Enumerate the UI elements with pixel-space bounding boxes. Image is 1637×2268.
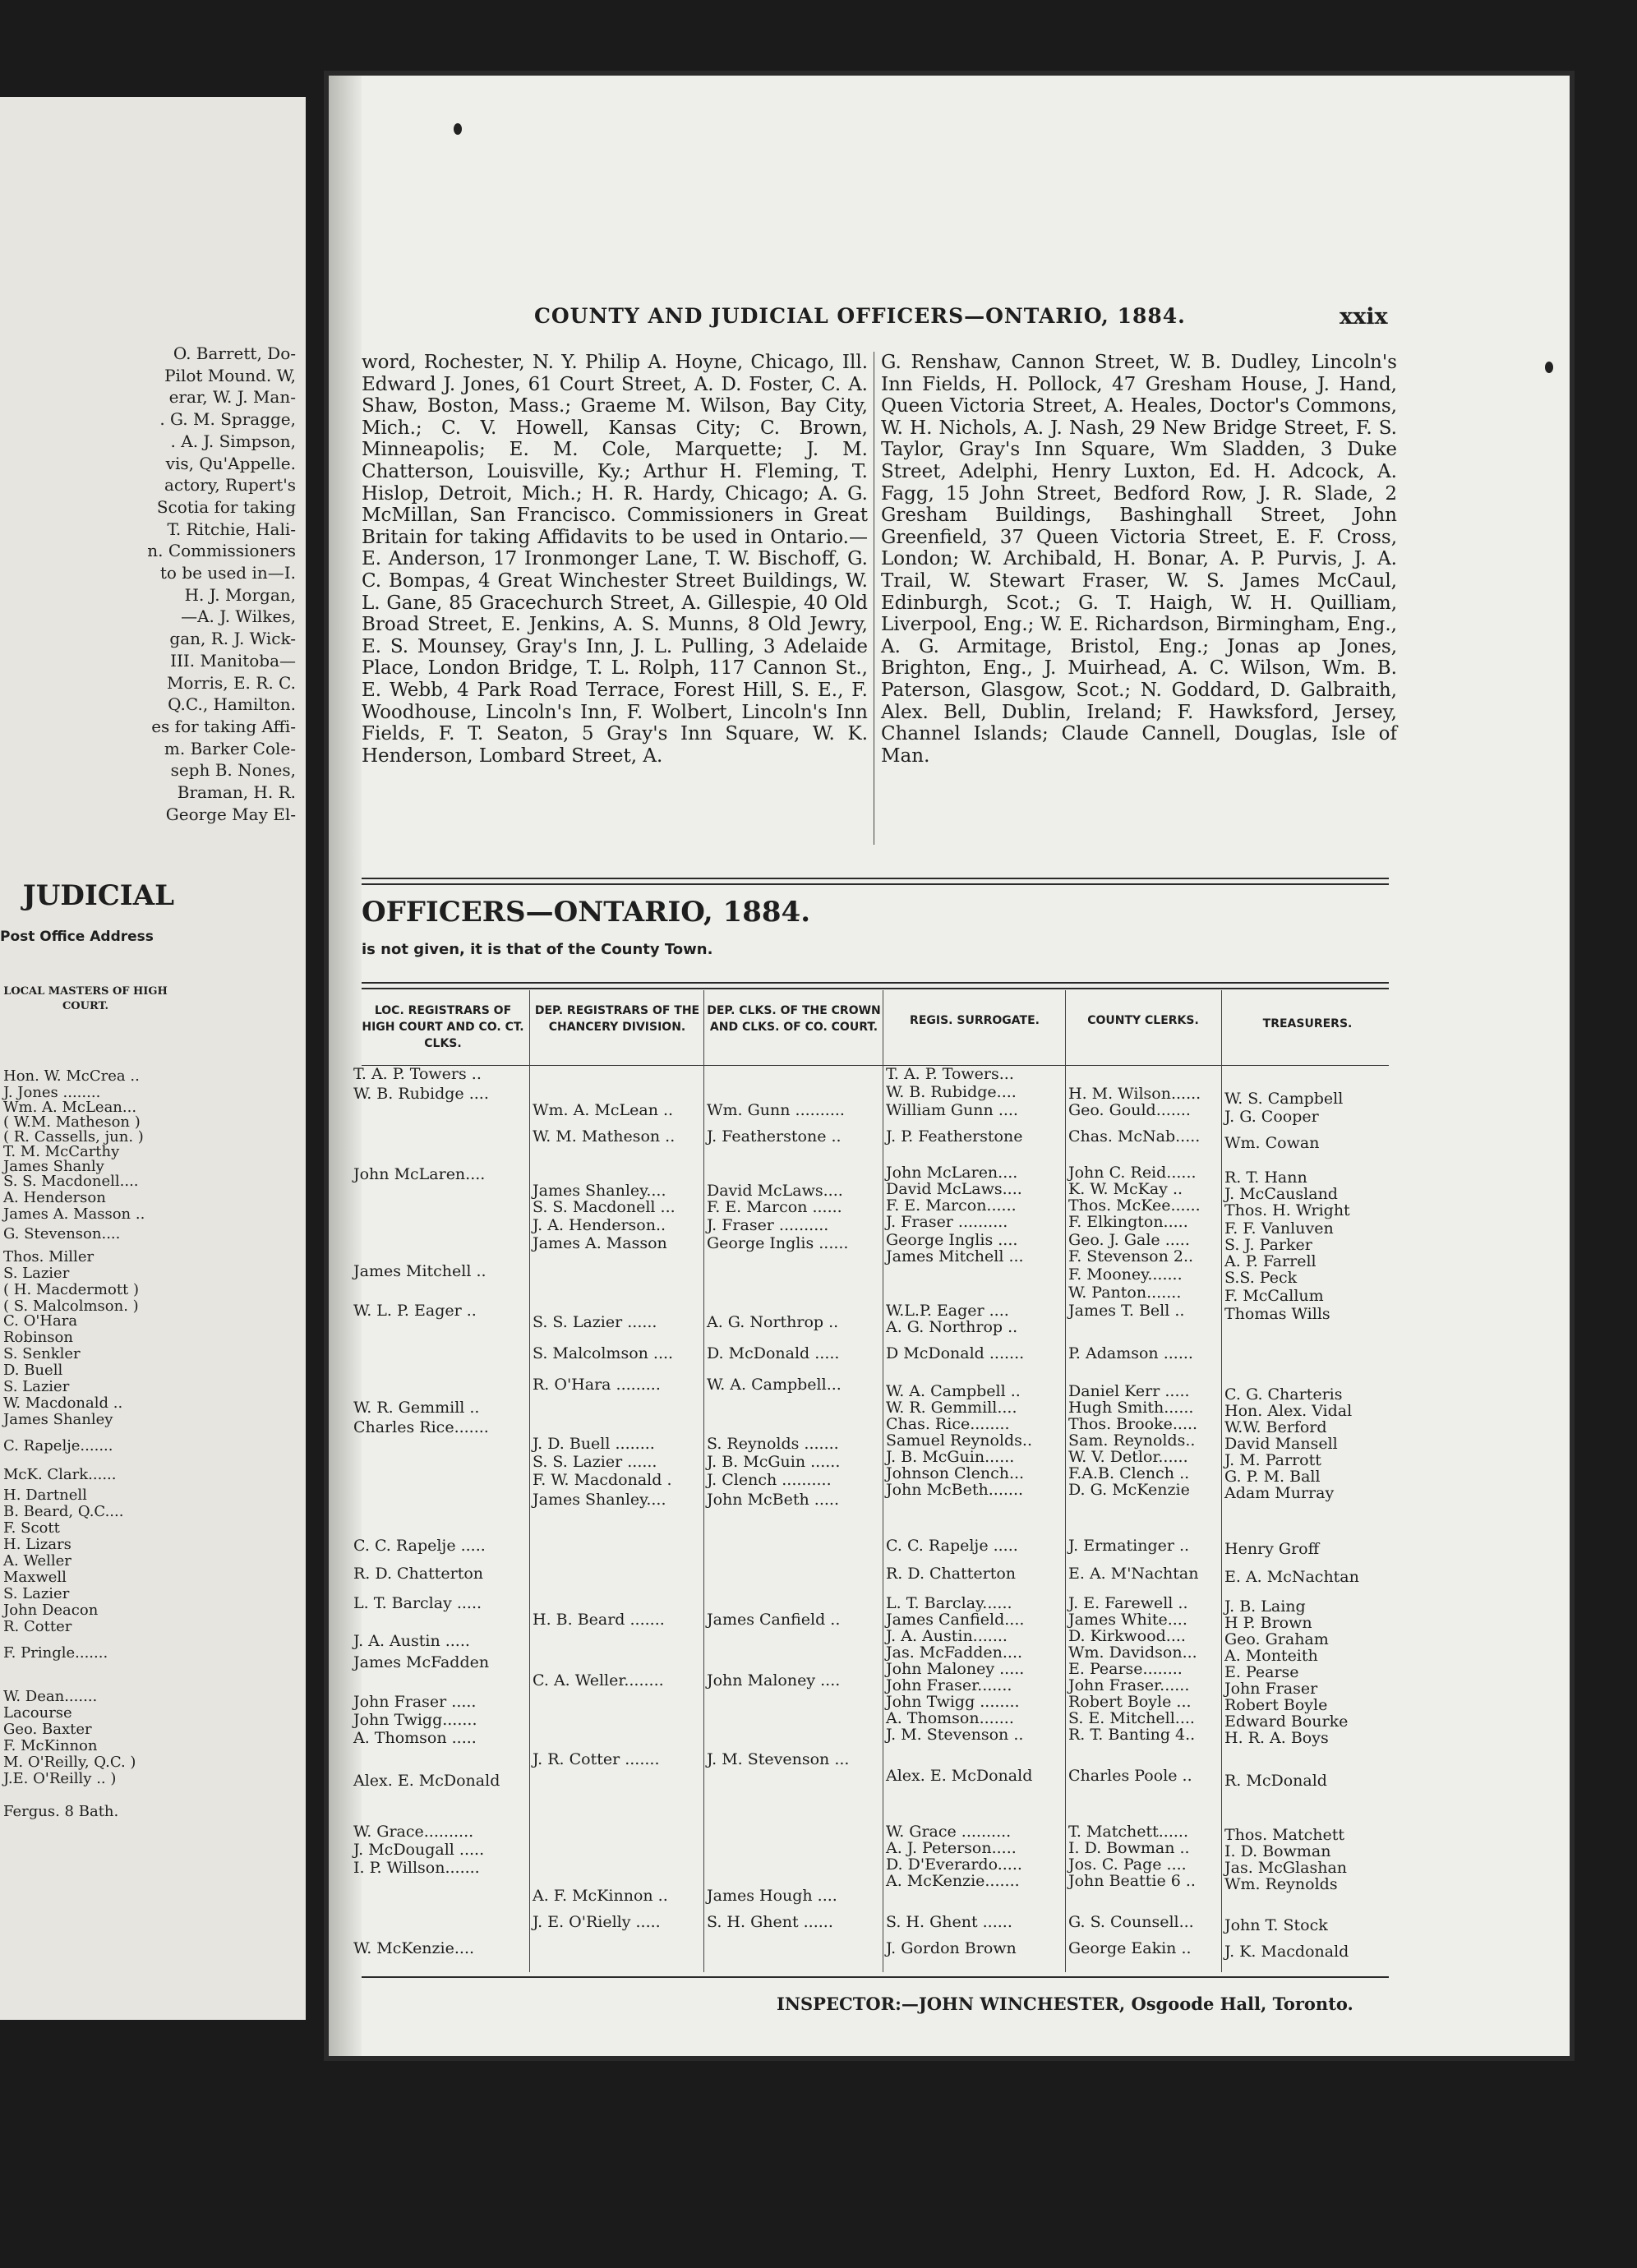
- table-cell: T. A. P. Towers...: [886, 1065, 1014, 1083]
- left-page-line: T. Ritchie, Hali-: [167, 519, 296, 539]
- column-divider: [529, 990, 530, 1972]
- ink-dot: [1545, 362, 1553, 373]
- table-cell: W. B. Rubidge ....: [353, 1085, 489, 1103]
- table-cell: J. McDougall .....: [353, 1841, 485, 1859]
- table-cell: J. B. McGuin......: [886, 1448, 1015, 1466]
- table-cell: James Shanley....: [533, 1182, 666, 1200]
- left-page-name: James A. Masson ..: [3, 1205, 145, 1223]
- table-cell: Charles Rice.......: [353, 1418, 489, 1436]
- table-cell: Geo. Graham: [1224, 1630, 1329, 1648]
- left-page-line: m. Barker Cole-: [164, 738, 296, 758]
- table-cell: J. A. Austin.......: [886, 1627, 1008, 1645]
- table-cell: D. G. McKenzie: [1068, 1481, 1190, 1499]
- table-cell: L. T. Barclay......: [886, 1594, 1012, 1612]
- table-cell: S. S. Lazier ......: [533, 1453, 657, 1471]
- table-cell: John Twigg.......: [353, 1711, 477, 1729]
- left-page-name: Geo. Baxter: [3, 1721, 92, 1738]
- table-cell: John Maloney ....: [707, 1671, 841, 1689]
- left-page-name: ( S. Malcolmson. ): [3, 1298, 139, 1315]
- left-page-name: ( R. Cassells, jun. ): [3, 1128, 144, 1146]
- table-cell: S.S. Peck: [1224, 1269, 1298, 1287]
- table-cell: James Shanley....: [533, 1491, 666, 1509]
- table-cell: Wm. Cowan: [1224, 1134, 1320, 1152]
- table-cell: A. Thomson.......: [886, 1709, 1014, 1727]
- table-cell: S. H. Ghent ......: [886, 1913, 1012, 1931]
- table-cell: J. McCausland: [1224, 1185, 1338, 1203]
- table-cell: H. B. Beard .......: [533, 1611, 665, 1629]
- table-cell: John C. Reid......: [1068, 1164, 1197, 1182]
- section-subtitle: is not given, it is that of the County Town.: [362, 941, 713, 958]
- table-cell: P. Adamson ......: [1068, 1344, 1193, 1362]
- left-page-name: ( H. Macdermott ): [3, 1281, 140, 1298]
- table-cell: W. A. Campbell ..: [886, 1382, 1021, 1400]
- table-cell: J. R. Cotter .......: [533, 1750, 660, 1768]
- table-cell: James Canfield ..: [707, 1611, 841, 1629]
- left-page-name: McK. Clark......: [3, 1466, 117, 1483]
- table-cell: W.L.P. Eager ....: [886, 1302, 1009, 1320]
- table-cell: John Fraser.......: [886, 1676, 1012, 1694]
- table-cell: W. Panton.......: [1068, 1284, 1182, 1302]
- table-cell: Robert Boyle ...: [1068, 1693, 1192, 1711]
- table-cell: Robert Boyle: [1224, 1696, 1328, 1714]
- table-cell: John McLaren....: [886, 1164, 1018, 1182]
- left-page-line: Braman, H. R.: [177, 782, 296, 802]
- table-cell: T. Matchett......: [1068, 1823, 1189, 1841]
- table-header: TREASURERS.: [1262, 1017, 1353, 1030]
- table-cell: J. K. Macdonald: [1224, 1943, 1349, 1961]
- table-cell: J. Fraser ..........: [707, 1216, 829, 1234]
- table-cell: W. S. Campbell: [1224, 1090, 1344, 1108]
- left-page-name: James Shanly: [3, 1158, 104, 1175]
- rule: [362, 988, 1389, 989]
- inspector-label: INSPECTOR: [777, 1994, 896, 2014]
- table-cell: D. D'Everardo.....: [886, 1855, 1022, 1874]
- table-cell: Daniel Kerr .....: [1068, 1382, 1190, 1400]
- table-cell: George Eakin ..: [1068, 1939, 1192, 1957]
- table-cell: G. S. Counsell...: [1068, 1913, 1194, 1931]
- table-cell: Chas. Rice........: [886, 1415, 1010, 1433]
- table-cell: J. Gordon Brown: [886, 1939, 1017, 1957]
- inspector-text: :—JOHN WINCHESTER, Osgoode Hall, Toronto.: [895, 1994, 1353, 2014]
- left-page-name: R. Cotter: [3, 1618, 72, 1635]
- table-cell: Hon. Alex. Vidal: [1224, 1402, 1353, 1420]
- left-page-name: F. Pringle.......: [3, 1644, 108, 1662]
- table-cell: S. S. Lazier ......: [533, 1313, 657, 1331]
- left-page-name: Thos. Miller: [3, 1248, 95, 1265]
- table-cell: J. A. Austin .....: [353, 1632, 470, 1650]
- table-cell: W. McKenzie....: [353, 1939, 475, 1957]
- table-cell: F.A.B. Clench ..: [1068, 1464, 1190, 1482]
- left-page-line: Pilot Mound. W,: [164, 365, 296, 385]
- table-header: REGIS. SURROGATE.: [910, 1014, 1040, 1027]
- left-page-name: Maxwell: [3, 1569, 67, 1586]
- left-page-name: H. Lizars: [3, 1536, 71, 1553]
- table-cell: A. F. McKinnon ..: [533, 1887, 668, 1905]
- table-cell: A. J. Peterson.....: [886, 1839, 1017, 1857]
- left-page-line: —A. J. Wilkes,: [181, 606, 296, 627]
- page-number: xxix: [1340, 304, 1388, 330]
- table-cell: Edward Bourke: [1224, 1713, 1349, 1731]
- left-page-line: H. J. Morgan,: [184, 584, 296, 605]
- column-divider: [1221, 990, 1222, 1972]
- table-cell: Thos. McKee......: [1068, 1196, 1201, 1215]
- table-cell: C. C. Rapelje .....: [886, 1537, 1018, 1555]
- table-cell: Chas. McNab.....: [1068, 1127, 1201, 1146]
- table-cell: Wm. Gunn ..........: [707, 1101, 845, 1119]
- table-cell: John Twigg ........: [886, 1693, 1020, 1711]
- left-page-name: Robinson: [3, 1329, 73, 1346]
- ink-dot: [454, 123, 462, 135]
- table-cell: John McBeth .....: [707, 1491, 839, 1509]
- left-page-name: Hon. W. McCrea ..: [3, 1067, 140, 1085]
- table-cell: J. M. Stevenson ..: [886, 1726, 1024, 1744]
- table-cell: E. A. McNachtan: [1224, 1568, 1359, 1586]
- table-cell: Alex. E. McDonald: [353, 1772, 500, 1790]
- table-cell: E. A. M'Nachtan: [1068, 1565, 1199, 1583]
- left-page-name: C. Rapelje.......: [3, 1437, 113, 1454]
- table-cell: R. T. Hann: [1224, 1169, 1307, 1187]
- table-cell: F. F. Vanluven: [1224, 1219, 1334, 1238]
- left-page-name: Lacourse: [3, 1704, 72, 1722]
- table-cell: John McLaren....: [353, 1165, 486, 1183]
- rule: [362, 982, 1389, 984]
- table-cell: W. L. P. Eager ..: [353, 1302, 477, 1320]
- page-header: COUNTY AND JUDICIAL OFFICERS—ONTARIO, 1884.: [534, 304, 1186, 328]
- left-page-line: Q.C., Hamilton.: [168, 694, 296, 715]
- table-cell: John Beattie 6 ..: [1068, 1872, 1196, 1890]
- table-cell: William Gunn ....: [886, 1101, 1018, 1119]
- left-page-line: n. Commissioners: [147, 541, 296, 561]
- table-cell: J. Featherstone ..: [707, 1127, 842, 1146]
- left-page-name: J.E. O'Reilly .. ): [3, 1770, 117, 1787]
- left-page-name: C. O'Hara: [3, 1312, 78, 1330]
- table-cell: R. T. Banting 4..: [1068, 1726, 1196, 1744]
- table-cell: A. G. Northrop ..: [707, 1313, 839, 1331]
- left-page-name: A. Weller: [3, 1552, 71, 1570]
- left-page-name: ( W.M. Matheson ): [3, 1113, 141, 1131]
- table-cell: Henry Groff: [1224, 1540, 1320, 1558]
- table-cell: James Mitchell ...: [886, 1247, 1024, 1265]
- table-cell: John Fraser .....: [353, 1693, 477, 1711]
- table-cell: S. E. Mitchell....: [1068, 1709, 1195, 1727]
- table-header: LOC. REGISTRARS OF HIGH COURT AND CO. CT. CLKS.: [362, 1004, 524, 1050]
- left-page-line: Morris, E. R. C.: [166, 672, 296, 693]
- table-cell: S. S. Macdonell ...: [533, 1198, 676, 1216]
- table-cell: Sam. Reynolds..: [1068, 1431, 1196, 1450]
- table-cell: F. Stevenson 2..: [1068, 1247, 1194, 1265]
- table-cell: E. Pearse: [1224, 1663, 1299, 1681]
- table-cell: F. Mooney.......: [1068, 1265, 1183, 1284]
- table-cell: Geo. J. Gale .....: [1068, 1231, 1190, 1249]
- table-cell: A. G. Northrop ..: [886, 1318, 1018, 1336]
- table-cell: John Fraser......: [1068, 1676, 1190, 1694]
- table-cell: Thos. H. Wright: [1224, 1201, 1350, 1219]
- table-cell: D McDonald .......: [886, 1344, 1025, 1362]
- table-cell: Wm. Davidson...: [1068, 1643, 1197, 1662]
- table-cell: Thos. Brooke.....: [1068, 1415, 1198, 1433]
- table-cell: Johnson Clench...: [886, 1464, 1025, 1482]
- left-page-name: G. Stevenson....: [3, 1225, 121, 1242]
- table-cell: K. W. McKay ..: [1068, 1180, 1183, 1198]
- rule: [362, 1976, 1389, 1978]
- left-page-name: H. Dartnell: [3, 1487, 87, 1504]
- left-page-name: S. Lazier: [3, 1378, 70, 1395]
- left-page-name: S. S. Macdonell....: [3, 1173, 139, 1190]
- table-cell: H P. Brown: [1224, 1614, 1312, 1632]
- left-page-line: Scotia for taking: [156, 496, 296, 517]
- table-cell: J. M. Stevenson ...: [707, 1750, 850, 1768]
- table-cell: David Mansell: [1224, 1435, 1338, 1453]
- table-cell: Wm. Reynolds: [1224, 1875, 1338, 1893]
- table-cell: H. M. Wilson......: [1068, 1085, 1201, 1103]
- table-cell: Geo. Gould.......: [1068, 1101, 1191, 1119]
- table-cell: Wm. A. McLean ..: [533, 1101, 674, 1119]
- table-header: DEP. REGISTRARS OF THE CHANCERY DIVISION.: [534, 1004, 700, 1034]
- table-cell: W.W. Berford: [1224, 1418, 1327, 1436]
- body-text: word, Rochester, N. Y. Philip A. Hoyne, Chicago, Ill. Edward J. Jones, 61 Court Street, A. D. Foster, C. A. Shaw, Boston, Mass.; Graeme M. Wilson, Bay City, Mich.; C. V. Howell, Kansas City; C. Brown, Minneapolis; E. M. Cole, Marquette; J. M. Chatterson, Louisville, Ky.; Arthur H. Fleming, T. Hislop, Detroit, Mich.; H. R. Hardy, Chicago; A. G. McMillan, San Francisco. Commissioners in Great Britain for taking Affidavits to be used in Ontario.—E. Anderson, 17 Ironmonger Lane, T. W. Bischoff, G. C. Bompas, 4 Great Winchester Street Buildings, W. L. Gane, 85 Gracechurch Street, A. Gillespie, 40 Old Broad Street, E. Jenkins, A. S. Munns, 8 Old Jewry, E. S. Mounsey, Gray's Inn, J. L. Pulling, 3 Adelaide Place, London Bridge, T. L. Rolph, 117 Cannon St., E. Webb, 4 Park Road Terrace, Forest Hill, S. E., F. Woodhouse, Lincoln's Inn, F. Wolbert, Lincoln's Inn Fields, F. T. Seaton, 5 Gray's Inn Square, W. K. Henderson, Lombard Street, A.: [362, 352, 868, 767]
- table-cell: A. Monteith: [1224, 1647, 1318, 1665]
- left-page-name: S. Senkler: [3, 1345, 81, 1362]
- rule: [362, 1065, 1389, 1066]
- table-cell: W. B. Rubidge....: [886, 1083, 1017, 1101]
- table-cell: David McLaws....: [886, 1180, 1022, 1198]
- table-cell: James Hough ....: [707, 1887, 837, 1905]
- table-cell: I. P. Willson.......: [353, 1859, 480, 1877]
- left-page-col-header: LOCAL MASTERS OF HIGH COURT.: [3, 985, 168, 1012]
- table-cell: F. McCallum: [1224, 1287, 1324, 1305]
- table-cell: S. J. Parker: [1224, 1236, 1312, 1254]
- left-page-name: M. O'Reilly, Q.C. ): [3, 1754, 136, 1771]
- left-page-name: J. Jones ........: [3, 1084, 101, 1101]
- table-cell: J. A. Henderson..: [533, 1216, 666, 1234]
- table-cell: Thomas Wills: [1224, 1305, 1330, 1323]
- table-cell: G. P. M. Ball: [1224, 1468, 1321, 1486]
- left-page-name: F. McKinnon: [3, 1737, 98, 1754]
- table-cell: Jas. McGlashan: [1224, 1859, 1348, 1877]
- left-page-name: James Shanley: [3, 1411, 113, 1428]
- left-page-name: W. Macdonald ..: [3, 1394, 123, 1412]
- left-page-line: O. Barrett, Do-: [173, 343, 296, 363]
- table-cell: George Inglis ......: [707, 1234, 849, 1252]
- table-cell: W. Grace..........: [353, 1823, 474, 1841]
- table-cell: J. G. Cooper: [1224, 1108, 1319, 1126]
- table-cell: R. McDonald: [1224, 1772, 1327, 1790]
- left-page-name: W. Dean.......: [3, 1688, 98, 1705]
- table-cell: J. Clench ..........: [707, 1471, 832, 1489]
- table-cell: W. A. Campbell...: [707, 1376, 842, 1394]
- table-cell: Adam Murray: [1224, 1484, 1335, 1502]
- table-cell: S. Malcolmson ....: [533, 1344, 674, 1362]
- table-cell: A. McKenzie.......: [886, 1872, 1020, 1890]
- table-cell: D. Kirkwood....: [1068, 1627, 1186, 1645]
- table-cell: R. O'Hara .........: [533, 1376, 661, 1394]
- table-cell: James T. Bell ..: [1068, 1302, 1185, 1320]
- left-page-line: erar, W. J. Man-: [168, 387, 296, 408]
- table-cell: L. T. Barclay .....: [353, 1594, 482, 1612]
- table-cell: A. Thomson .....: [353, 1729, 477, 1747]
- table-cell: J. E. O'Rielly .....: [533, 1913, 661, 1931]
- table-cell: C. A. Weller........: [533, 1671, 664, 1689]
- left-page: [0, 97, 306, 2020]
- table-cell: F. E. Marcon ......: [707, 1198, 842, 1216]
- rule: [362, 883, 1389, 885]
- left-page-name: F. Scott: [3, 1519, 60, 1537]
- left-page-heading: JUDICIAL: [22, 879, 174, 912]
- table-cell: J. D. Buell ........: [533, 1435, 655, 1453]
- left-page-name: Fergus. 8 Bath.: [3, 1803, 119, 1820]
- table-cell: E. Pearse........: [1068, 1660, 1183, 1678]
- table-cell: J. P. Featherstone: [886, 1127, 1023, 1146]
- table-cell: J. M. Parrott: [1224, 1451, 1321, 1469]
- body-column-1: [362, 352, 868, 767]
- table-header: COUNTY CLERKS.: [1087, 1014, 1199, 1027]
- left-page-line: seph B. Nones,: [170, 760, 296, 781]
- table-cell: R. D. Chatterton: [886, 1565, 1017, 1583]
- left-page-name: John Deacon: [3, 1602, 99, 1619]
- table-cell: J. Ermatinger ..: [1068, 1537, 1190, 1555]
- table-header: DEP. CLKS. OF THE CROWN AND CLKS. OF CO. COURT.: [707, 1004, 881, 1034]
- inspector-line: [777, 1994, 1353, 2014]
- left-page-line: III. Manitoba—: [170, 650, 296, 671]
- table-cell: C. C. Rapelje .....: [353, 1537, 486, 1555]
- table-cell: Jas. McFadden....: [886, 1643, 1023, 1662]
- table-cell: Alex. E. McDonald: [886, 1767, 1033, 1785]
- table-cell: John McBeth.......: [886, 1481, 1024, 1499]
- table-cell: W. V. Detlor......: [1068, 1448, 1188, 1466]
- table-cell: John Maloney .....: [886, 1660, 1025, 1678]
- table-cell: James McFadden: [353, 1653, 490, 1671]
- left-page-name: Wm. A. McLean...: [3, 1099, 137, 1116]
- table-cell: J. B. McGuin ......: [707, 1453, 841, 1471]
- table-cell: W. M. Matheson ..: [533, 1127, 676, 1146]
- table-cell: I. D. Bowman ..: [1068, 1839, 1190, 1857]
- table-cell: W. R. Gemmill ..: [353, 1399, 480, 1417]
- table-cell: James White....: [1068, 1611, 1187, 1629]
- table-cell: A. P. Farrell: [1224, 1252, 1317, 1270]
- body-text: G. Renshaw, Cannon Street, W. B. Dudley, Lincoln's Inn Fields, H. Pollock, 47 Gresham House, J. Hand, Queen Victoria Street, A. Heales, Doctor's Commons, W. H. Nichols, A. J. Nash, 29 New Bridge Street, F. S. Taylor, Gray's Inn Square, Wm Sladden, 3 Duke Street, Adelphi, Henry Luxton, Ed. H. Adcock, A. Fagg, 15 John Street, Bedford Row, J. R. Slade, 2 Gresham Buildings, Bashinghall Street, John Greenfield, 37 Queen Victoria Street, E. F. Cross, London; W. Archibald, H. Bonar, A. P. Purvis, J. A. Trail, W. Stewart Fraser, W. S. James McCaul, Edinburgh, Scot.; G. T. Haigh, W. H. Quilliam, Liverpool, Eng.; W. E. Richardson, Birmingham, Eng., A. G. Armitage, Bristol, Eng.; Jonas ap Jones, Brighton, Eng., J. Muirhead, A. C. Wilson, Wm. B. Paterson, Glasgow, Scot.; N. Goddard, D. Galbraith, Alex. Bell, Dublin, Ireland; F. Hawksford, Jersey, Channel Islands; Claude Cannell, Douglas, Isle of Man.: [881, 352, 1397, 767]
- table-cell: Thos. Matchett: [1224, 1826, 1344, 1844]
- left-page-line: es for taking Affi-: [151, 716, 296, 736]
- left-page-name: S. Lazier: [3, 1585, 70, 1602]
- table-cell: F. W. Macdonald .: [533, 1471, 672, 1489]
- column-divider: [703, 990, 704, 1972]
- table-cell: James Canfield....: [886, 1611, 1025, 1629]
- table-cell: John T. Stock: [1224, 1916, 1328, 1934]
- left-page-subheading: Post Office Address: [0, 929, 154, 945]
- table-cell: Charles Poole ..: [1068, 1767, 1192, 1785]
- left-page-line: George May El-: [165, 804, 296, 824]
- table-cell: J. Fraser ..........: [886, 1213, 1008, 1231]
- column-divider: [1065, 990, 1066, 1972]
- table-cell: C. G. Charteris: [1224, 1385, 1343, 1404]
- table-cell: James Mitchell ..: [353, 1262, 486, 1280]
- left-page-line: vis, Qu'Appelle.: [165, 453, 296, 473]
- table-cell: James A. Masson: [533, 1234, 667, 1252]
- body-column-2: [881, 352, 1397, 767]
- left-page-name: D. Buell: [3, 1362, 63, 1379]
- table-cell: J. B. Laing: [1224, 1597, 1306, 1616]
- table-cell: R. D. Chatterton: [353, 1565, 484, 1583]
- left-page-name: B. Beard, Q.C....: [3, 1503, 124, 1520]
- left-page-name: A. Henderson: [3, 1189, 106, 1206]
- left-page-name: T. M. McCarthy: [3, 1143, 120, 1160]
- table-cell: D. McDonald .....: [707, 1344, 840, 1362]
- table-cell: H. R. A. Boys: [1224, 1729, 1329, 1747]
- table-cell: David McLaws....: [707, 1182, 843, 1200]
- section-title: OFFICERS—ONTARIO, 1884.: [362, 896, 811, 929]
- table-cell: S. Reynolds .......: [707, 1435, 839, 1453]
- table-cell: F. E. Marcon......: [886, 1196, 1017, 1215]
- table-cell: Hugh Smith......: [1068, 1399, 1194, 1417]
- table-cell: T. A. P. Towers ..: [353, 1065, 482, 1083]
- table-cell: W. R. Gemmill....: [886, 1399, 1017, 1417]
- table-cell: Jos. C. Page ....: [1068, 1855, 1187, 1874]
- table-cell: S. H. Ghent ......: [707, 1913, 833, 1931]
- left-page-line: actory, Rupert's: [164, 475, 296, 496]
- left-page-line: . A. J. Simpson,: [170, 431, 296, 451]
- table-cell: W. Grace ..........: [886, 1823, 1012, 1841]
- left-page-line: . G. M. Spragge,: [159, 409, 296, 430]
- rule: [362, 878, 1389, 879]
- left-page-name: S. Lazier: [3, 1265, 70, 1282]
- table-cell: George Inglis ....: [886, 1231, 1018, 1249]
- table-cell: Samuel Reynolds..: [886, 1431, 1032, 1450]
- left-page-line: to be used in—I.: [159, 563, 296, 583]
- table-cell: John Fraser: [1224, 1680, 1318, 1698]
- left-page-line: gan, R. J. Wick-: [169, 629, 296, 649]
- table-cell: J. E. Farewell ..: [1068, 1594, 1188, 1612]
- table-cell: F. Elkington.....: [1068, 1213, 1188, 1231]
- table-cell: I. D. Bowman: [1224, 1842, 1331, 1860]
